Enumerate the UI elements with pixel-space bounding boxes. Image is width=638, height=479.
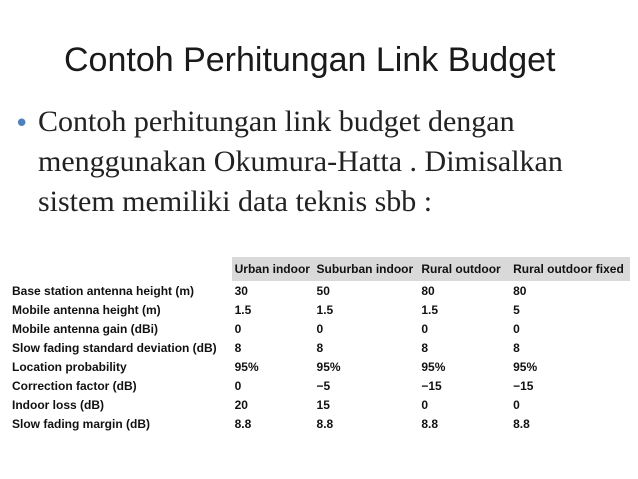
table-cell: −5 <box>316 378 331 393</box>
table-cell: 20 <box>234 397 248 412</box>
column-header: Rural outdoor <box>421 262 501 276</box>
row-label: Location probability <box>12 359 127 374</box>
table-cell: 8 <box>234 340 242 355</box>
table-cell: 8.8 <box>234 416 252 431</box>
column-header: Suburban indoor <box>316 262 414 276</box>
table-cell: 30 <box>234 283 248 298</box>
row-label: Mobile antenna height (m) <box>12 302 161 317</box>
table-cell: 8.8 <box>421 416 439 431</box>
table-cell: 80 <box>421 283 435 298</box>
table-cell: 95% <box>421 359 446 374</box>
row-label: Correction factor (dB) <box>12 378 137 393</box>
table-row <box>10 281 630 300</box>
slide-title: Contoh Perhitungan Link Budget <box>64 41 556 79</box>
table-row <box>10 357 630 376</box>
table-cell: 8 <box>421 340 429 355</box>
table-cell: 95% <box>234 359 259 374</box>
table-cell: 1.5 <box>234 302 252 317</box>
column-header: Rural outdoor fixed <box>513 262 624 276</box>
table-row <box>10 338 630 357</box>
bullet-text: Contoh perhitungan link budget dengan menggunakan Okumura-Hatta . Dimisalkan sistem memiliki data teknis sbb : <box>38 105 563 218</box>
table-row <box>10 414 630 433</box>
table-cell: 0 <box>316 321 324 336</box>
table-cell: 1.5 <box>421 302 439 317</box>
column-header: Urban indoor <box>234 262 310 276</box>
table-cell: 0 <box>234 378 242 393</box>
table-cell: 0 <box>234 321 242 336</box>
row-label: Indoor loss (dB) <box>12 397 104 412</box>
row-label: Mobile antenna gain (dBi) <box>12 321 158 336</box>
header-empty-cell <box>10 257 232 281</box>
table-header-row <box>10 257 630 281</box>
table-cell: 8.8 <box>316 416 334 431</box>
table-cell: 95% <box>513 359 538 374</box>
table-cell: 95% <box>316 359 341 374</box>
bullet-icon: • <box>14 109 30 139</box>
table-row <box>10 300 630 319</box>
table-row <box>10 395 630 414</box>
table-cell: −15 <box>421 378 442 393</box>
table-cell: 1.5 <box>316 302 334 317</box>
table-cell: 0 <box>513 321 520 336</box>
table-cell: 0 <box>421 397 429 412</box>
table-cell: 8.8 <box>513 416 530 431</box>
row-label: Slow fading standard deviation (dB) <box>12 340 217 355</box>
table-cell: 0 <box>421 321 429 336</box>
table-cell: −15 <box>513 378 534 393</box>
table-cell: 5 <box>513 302 520 317</box>
table-cell: 0 <box>513 397 520 412</box>
table-row <box>10 319 630 338</box>
row-label: Base station antenna height (m) <box>12 283 195 298</box>
table-cell: 50 <box>316 283 330 298</box>
data-table <box>10 257 630 433</box>
table-cell: 80 <box>513 283 527 298</box>
table-cell: 8 <box>513 340 520 355</box>
row-label: Slow fading margin (dB) <box>12 416 150 431</box>
table-cell: 8 <box>316 340 324 355</box>
table-cell: 15 <box>316 397 330 412</box>
table-row <box>10 376 630 395</box>
